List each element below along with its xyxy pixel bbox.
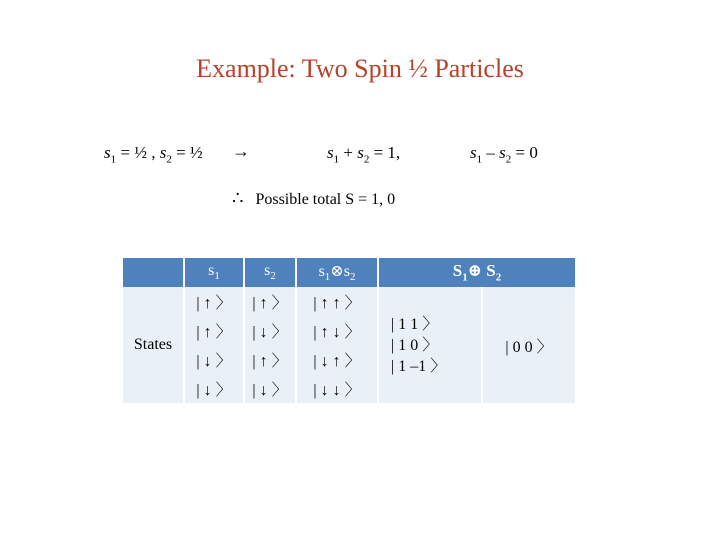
triplet-state: | 1 –1 〉: [391, 357, 447, 375]
possible-total-spin: [232, 188, 395, 209]
row-s1-state: | ↓ 〉: [184, 345, 244, 374]
row-product-state: | ↓ ↓ 〉: [296, 374, 378, 403]
header-empty-cell: [123, 258, 184, 287]
triplet-state: | 1 0 〉: [391, 336, 439, 354]
triplet-states: [378, 287, 482, 403]
row-s2-state: | ↑ 〉: [244, 287, 296, 316]
spin-difference-equation: $s_1 - s_2 = 0$: [470, 143, 538, 166]
row-s1-state: | ↓ 〉: [184, 374, 244, 403]
spin-values-equation: $s_1$ = ½ , $s_2$ = ½: [104, 143, 203, 166]
slide-title: Example: Two Spin ½ Particles: [196, 54, 524, 83]
row-s2-state: | ↑ 〉: [244, 345, 296, 374]
row-s2-state: | ↓ 〉: [244, 374, 296, 403]
header-product: $s_1\otimes s_2$: [296, 258, 378, 287]
table-row: [123, 287, 575, 316]
triplet-state: | 1 1 〉: [391, 315, 439, 333]
row-s1-state: | ↑ 〉: [184, 316, 244, 345]
row-s2-state: | ↓ 〉: [244, 316, 296, 345]
implies-arrow-icon: →: [232, 141, 250, 161]
states-label: States: [123, 287, 184, 403]
row-product-state: | ↓ ↑ 〉: [296, 345, 378, 374]
spin-sum-equation: $s_1 + s_2 = 1$,: [327, 143, 401, 166]
header-s2: $s_2$: [244, 258, 296, 287]
row-product-state: | ↑ ↑ 〉: [296, 287, 378, 316]
row-product-state: | ↑ ↓ 〉: [296, 316, 378, 345]
therefore-icon: ∴: [232, 188, 244, 208]
header-s1: $s_1$: [184, 258, 244, 287]
header-direct-sum: $S_1\oplus$ $S_2$: [378, 258, 575, 287]
spin-states-table: [123, 258, 575, 403]
row-s1-state: | ↑ 〉: [184, 287, 244, 316]
table-header-row: [123, 258, 575, 287]
possible-total-text: Possible total S = 1, 0: [255, 191, 396, 208]
singlet-state: | 0 0 〉: [482, 287, 575, 403]
